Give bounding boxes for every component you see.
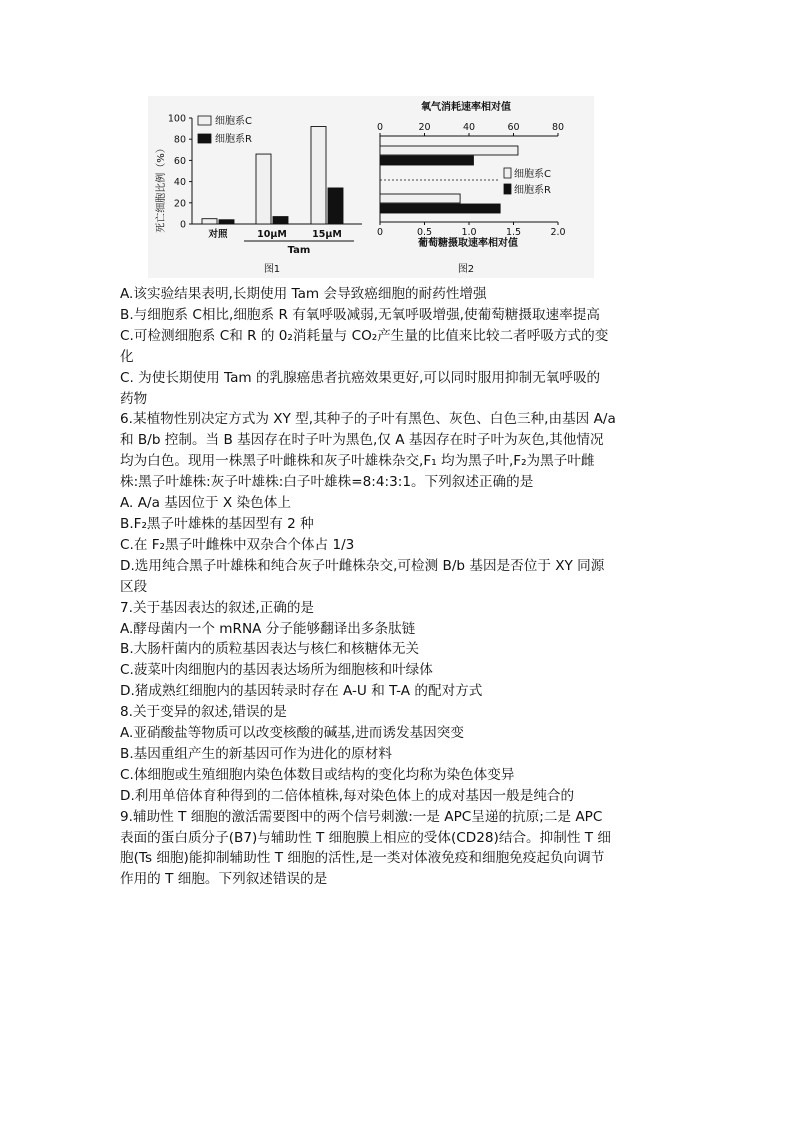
figure1-category-labels [207, 228, 341, 240]
text-line: 作用的 T 细胞。下列叙述错误的是 [120, 871, 328, 888]
figure2-bar-c [380, 146, 518, 155]
figure-block [148, 96, 594, 278]
text-line: B.与细胞系 C相比,细胞系 R 有氧呼吸减弱,无氧呼吸增强,使葡萄糖摄取速率提高 [120, 306, 600, 323]
figure2-bottom-tick-label: 0.5 [416, 227, 433, 238]
figure1-legend-label-c: 细胞系C [215, 116, 252, 127]
text-line: 均为白色。现用一株黑子叶雌株和灰子叶雄株杂交,F₁ 均为黑子叶,F₂为黑子叶雌 [120, 453, 595, 470]
figure1-group-axis-label: Tam [287, 245, 311, 256]
figure1-ytick-label: 80 [173, 134, 186, 146]
figure1-ytick-label: 0 [179, 219, 186, 231]
figure2 [377, 100, 566, 275]
figure2-caption: 图2 [457, 264, 475, 275]
question-text [120, 284, 680, 890]
figure1-ytick-label: 100 [167, 113, 186, 125]
text-line: 6.某植物性别决定方式为 XY 型,其种子的子叶有黑色、灰色、白色三种,由基因 A/a [120, 411, 616, 428]
figure1-bar-r [219, 220, 234, 224]
text-line: B.大肠杆菌内的质粒基因表达与核仁和核糖体无关 [120, 641, 420, 658]
text-line: D.猪成熟红细胞内的基因转录时存在 A-U 和 T-A 的配对方式 [120, 683, 483, 700]
text-line: B.F₂黑子叶雄株的基因型有 2 种 [120, 515, 314, 532]
figure2-bar-c [380, 194, 460, 203]
figure1-legend-swatch-r [198, 134, 211, 143]
text-line: 7.关于基因表达的叙述,正确的是 [120, 599, 315, 616]
figure2-legend-label-r: 细胞系R [514, 185, 551, 196]
text-line: B.基因重组产生的新基因可作为进化的原材料 [120, 745, 392, 762]
figure2-legend-swatch-r [504, 184, 511, 194]
figure1-bar-r [328, 188, 343, 224]
figure1-ytick-label: 20 [173, 198, 186, 210]
figure2-top-tick-label: 40 [462, 122, 476, 133]
text-line: 胞(Ts 细胞)能抑制辅助性 T 细胞的活性,是一类对体液免疫和细胞免疫起负向调节 [120, 850, 605, 867]
figure1-ytick-label: 60 [173, 155, 186, 167]
figure1-yticks [168, 114, 192, 231]
figure1-ylabel: 死亡细胞比例（%） [156, 143, 167, 233]
figure1 [154, 114, 362, 276]
figure2-bottom-tick-label: 1.0 [461, 227, 477, 238]
figure2-bottom-axis-label: 葡萄糖摄取速率相对值 [418, 238, 518, 249]
text-line: C. 为使长期使用 Tam 的乳腺癌患者抗癌效果更好,可以同时服用抑制无氧呼吸的 [120, 369, 601, 386]
text-line: 表面的蛋白质分子(B7)与辅助性 T 细胞膜上相应的受体(CD28)结合。抑制性 T 细 [120, 829, 611, 846]
figure1-category-label: 10μM [257, 229, 287, 240]
figure2-bottom-tick-label: 0 [376, 227, 384, 238]
figure2-bottom-ticks [377, 222, 566, 238]
text-line: C.可检测细胞系 C和 R 的 0₂消耗量与 CO₂产生量的比值来比较二者呼吸方式的变 [120, 327, 609, 344]
figure1-legend-swatch-c [198, 116, 211, 125]
figure2-bar-r [380, 156, 473, 165]
figure1-category-label: 15μM [312, 229, 342, 240]
figure2-top-tick-label: 20 [418, 122, 431, 133]
figure1-caption: 图1 [263, 264, 281, 275]
text-line: A. A/a 基因位于 X 染色体上 [120, 495, 291, 512]
figure1-ytick-label: 40 [173, 177, 186, 189]
text-line: A.亚硝酸盐等物质可以改变核酸的碱基,进而诱发基因突变 [120, 725, 464, 742]
text-line: C.菠菜叶肉细胞内的基因表达场所为细胞核和叶绿体 [120, 662, 433, 679]
text-line: 株:黑子叶雄株:灰子叶雄株:白子叶雄株=8:4:3:1。下列叙述正确的是 [120, 474, 534, 491]
figure2-legend-swatch-c [504, 168, 511, 178]
text-line: D.利用单倍体育种得到的二倍体植株,每对染色体上的成对基因一般是纯合的 [120, 787, 575, 804]
figure2-bottom-tick-label: 1.5 [505, 227, 522, 238]
figure2-bars [380, 146, 518, 213]
figure2-bottom-tick-label: 2.0 [550, 227, 566, 238]
text-line: C.体细胞或生殖细胞内染色体数目或结构的变化均称为染色体变异 [120, 766, 515, 783]
figure2-top-ticks [377, 122, 564, 136]
figure1-bar-r [273, 217, 288, 224]
text-line: A.该实验结果表明,长期使用 Tam 会导致癌细胞的耐药性增强 [120, 286, 487, 302]
text-line: 化 [120, 348, 134, 365]
text-line: 8.关于变异的叙述,错误的是 [120, 704, 287, 721]
figure2-top-axis-label: 氧气消耗速率相对值 [421, 102, 511, 113]
figure1-bar-c [256, 154, 271, 224]
text-line: C.在 F₂黑子叶雌株中双杂合个体占 1/3 [120, 536, 355, 553]
text-line: 区段 [120, 578, 148, 595]
figure1-legend-label-r: 细胞系R [215, 134, 252, 145]
figure2-legend-label-c: 细胞系C [514, 169, 551, 180]
figure1-bar-c [202, 219, 217, 224]
figure2-bar-r [380, 204, 500, 213]
figure2-top-tick-label: 80 [551, 122, 565, 133]
text-line: 和 B/b 控制。当 B 基因存在时子叶为黑色,仅 A 基因存在时子叶为灰色,其他情况 [120, 432, 604, 449]
figure1-category-label: 对照 [208, 229, 228, 240]
text-line: D.选用纯合黑子叶雄株和纯合灰子叶雌株杂交,可检测 B/b 基因是否位于 XY 同源 [120, 557, 605, 574]
figures-svg [148, 96, 594, 278]
text-line: A.酵母菌内一个 mRNA 分子能够翻译出多条肽链 [120, 620, 416, 637]
figure2-top-tick-label: 0 [376, 122, 384, 133]
text-line: 药物 [120, 390, 148, 407]
text-line: 9.辅助性 T 细胞的激活需要图中的两个信号刺激:一是 APC呈递的抗原;二是 APC [120, 808, 603, 825]
figure2-top-tick-label: 60 [507, 122, 520, 133]
figure1-bar-c [311, 126, 326, 224]
